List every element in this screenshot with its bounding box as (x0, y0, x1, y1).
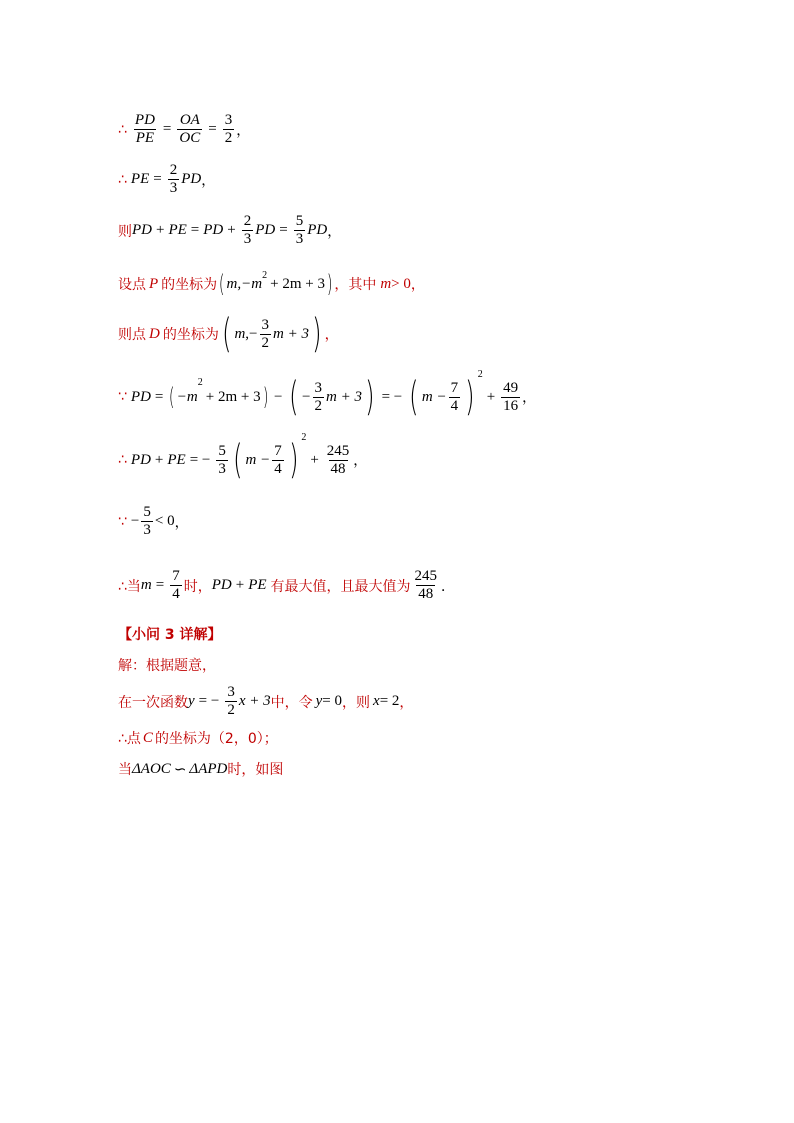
fraction-5-3: $\frac{5}{3}$ (218, 442, 226, 477)
fraction-3-2: $\frac{3}{2}$ (224, 112, 233, 146)
fraction-3-2: $\frac{3}{2}$ (227, 684, 235, 718)
fraction-pd-pe: $\frac{PD}{PE}$ (134, 112, 155, 146)
eq-line-pe: ∴ PE = $\frac{2}{3}$ PD ， (118, 162, 216, 196)
fraction-5-3: $\frac{5}{3}$ (143, 504, 151, 538)
eq-line-coef: ∵ − $\frac{5}{3}$ < 0 ， (118, 504, 189, 538)
fraction-2-3: $\frac{2}{3}$ (243, 213, 252, 247)
eq-line-ratio: ∴ $\frac{PD}{PE}$ = $\frac{OA}{OC}$ = $\frac{3}{2}$ ， (118, 112, 251, 146)
fraction-oa-oc: $\frac{OA}{OC}$ (179, 112, 201, 146)
eq-line-point-p: 设点 P 的坐标为 ( m ,−m 2 + 2m + 3 ) ，其中 m > 0 ， (118, 270, 425, 298)
fraction-245-48: $\frac{245}{48}$ (326, 442, 350, 477)
therefore-symbol: ∴ (118, 171, 127, 188)
fraction-2-3: $\frac{2}{3}$ (169, 162, 178, 196)
fraction-245-48: $\frac{245}{48}$ (414, 568, 438, 602)
eq-line-sum-quadratic: ∴ PD + PE = − $\frac{5}{3}$ ( m − $\frac{7}{4}$ ) 2 + $\frac{245}{48}$ ， (118, 432, 368, 483)
fraction-49-16: $\frac{49}{16}$ (503, 379, 519, 414)
fraction-3-2: $\frac{3}{2}$ (314, 379, 322, 414)
eq-line-point-d: 则点 D 的坐标为 ( m ,− $\frac{3}{2}$ m + 3 ) ， (118, 311, 339, 357)
fraction-3-2: $\frac{3}{2}$ (261, 316, 270, 351)
eq-line-pd-expansion: ∵ PD = ( −m 2 + 2m + 3 ) − ( − $\frac{3}{2}$ m + 3 ) = − ( m − $\frac{7}{4}$ ) 2 + $\frac{49}{16}$ ， (118, 369, 537, 420)
fraction-5-3: $\frac{5}{3}$ (295, 213, 304, 247)
similar-triangles-line: 当 ΔAOC ∽ ΔAPD 时，如图 (118, 760, 284, 778)
eq-line-sum: 则 PD + PE = PD + $\frac{2}{3}$ PD = $\frac{5}{3}$ PD ， (118, 213, 342, 247)
fraction-7-4: $\frac{7}{4}$ (274, 442, 282, 477)
therefore-symbol: ∴ (118, 121, 127, 138)
therefore-symbol: ∴ (118, 452, 127, 468)
eq-line-max: ∴当 m = $\frac{7}{4}$ 时， PD + PE 有最大值，且最大值为 $\frac{245}{48}$ ． (118, 568, 456, 602)
because-symbol: ∵ (118, 513, 127, 530)
because-symbol: ∵ (118, 389, 127, 405)
fraction-7-4: $\frac{7}{4}$ (450, 379, 459, 414)
point-c-line: ∴点 C 的坐标为（2，0）； (118, 729, 278, 747)
solution-intro: 解：根据题意， (118, 658, 216, 674)
fraction-7-4: $\frac{7}{4}$ (172, 568, 180, 602)
eq-line-linear: 在一次函数 y = − $\frac{3}{2}$ x + 3 中，令 y = 0 ，则 x = 2 ， (118, 684, 414, 718)
section-heading: 【小问 3 详解】 (118, 627, 222, 643)
